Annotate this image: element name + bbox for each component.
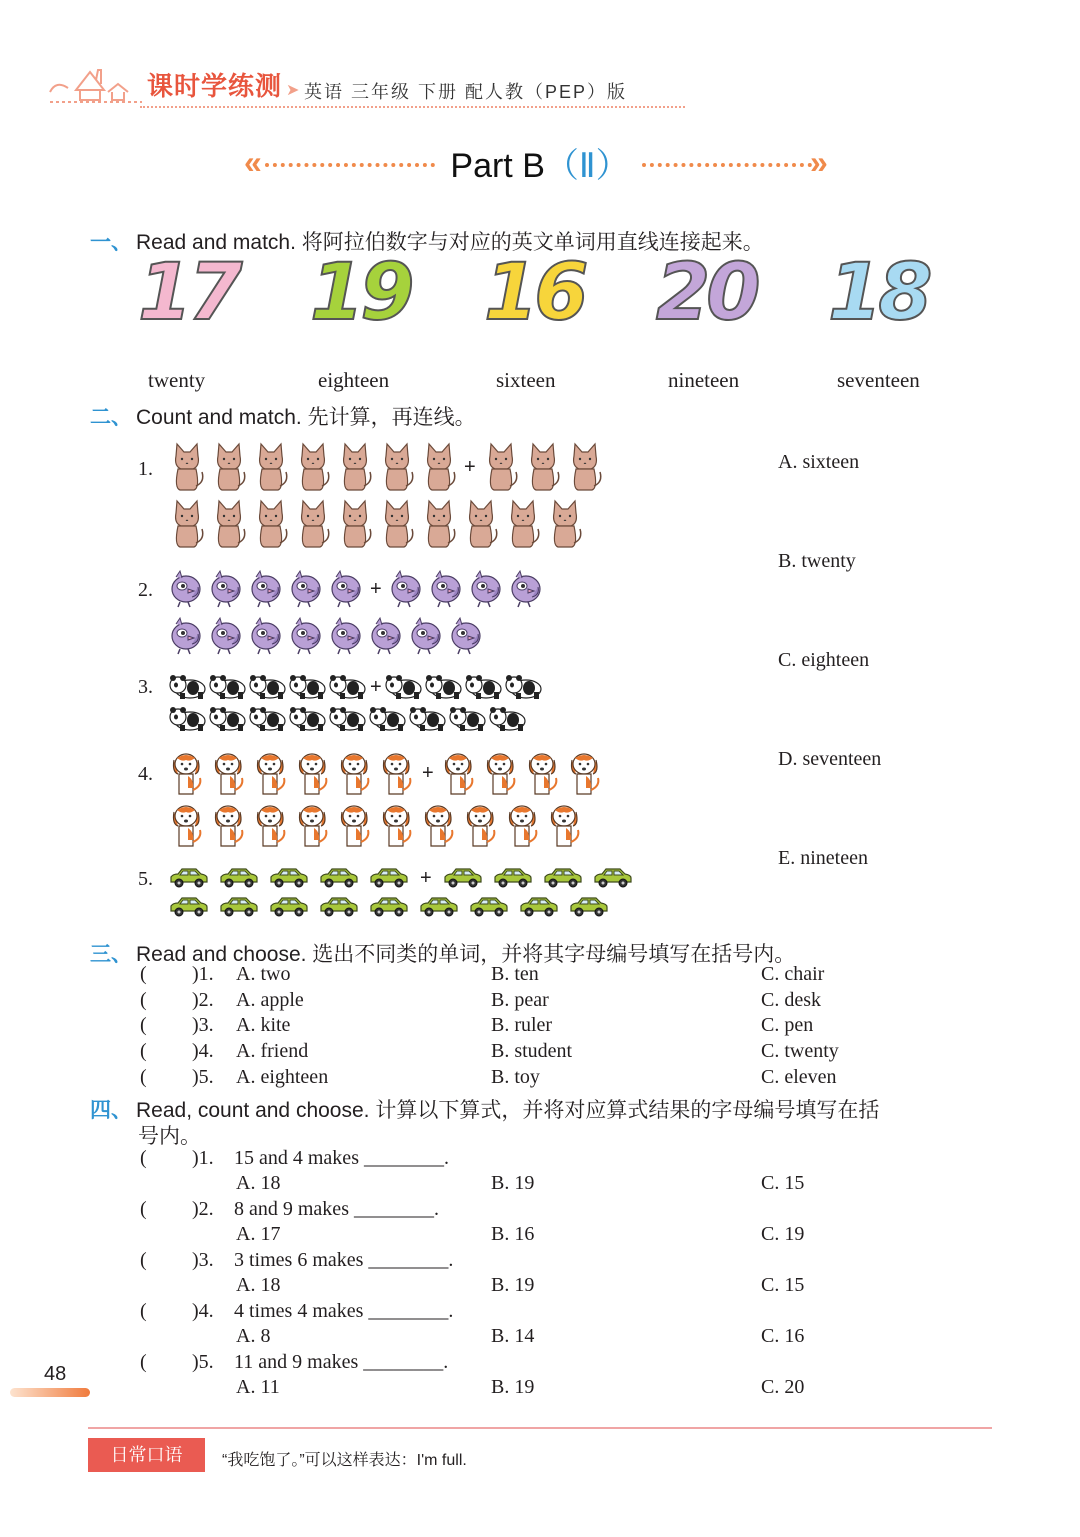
house-logo-icon	[46, 62, 146, 104]
panda-icon	[408, 706, 448, 732]
car-icon	[318, 866, 360, 890]
panda-icon	[328, 706, 368, 732]
number-18: 18	[828, 248, 929, 338]
cat-icon	[504, 499, 542, 549]
choice-c: C. 19	[761, 1223, 805, 1245]
answer-paren: (	[140, 1249, 147, 1271]
question-2-2-label: 2.	[138, 579, 153, 601]
cat-icon	[252, 442, 290, 492]
q4-row1	[168, 750, 604, 796]
word-nineteen: nineteen	[668, 368, 740, 392]
choice-a: A. 17	[236, 1223, 281, 1245]
choice-a: A. eighteen	[236, 1066, 329, 1088]
choice-a: A. friend	[236, 1040, 309, 1062]
q3-row1	[168, 674, 544, 700]
panda-icon	[288, 706, 328, 732]
bird-icon	[508, 569, 544, 609]
section-4-title-line2: 号内。	[138, 1125, 201, 1148]
cat-icon	[168, 442, 206, 492]
cat-icon	[294, 442, 332, 492]
cat-icon	[566, 442, 604, 492]
car-icon	[368, 895, 410, 919]
dog-icon	[462, 802, 500, 848]
cat-icon	[336, 442, 374, 492]
panda-icon	[248, 706, 288, 732]
answer-paren: (	[140, 963, 147, 985]
car-icon	[168, 866, 210, 890]
section-2-number: 二、	[90, 406, 132, 429]
daily-phrase-tag: 日常口语	[88, 1438, 205, 1472]
choice-c: C. twenty	[761, 1040, 839, 1062]
dog-icon	[440, 750, 478, 796]
dog-icon	[482, 750, 520, 796]
answer-paren: (	[140, 989, 147, 1011]
car-icon	[268, 866, 310, 890]
section-4-number: 四、	[90, 1099, 132, 1122]
question-text: 4 times 4 makes ________.	[234, 1300, 454, 1322]
dog-icon	[336, 750, 374, 796]
double-chevron-right-icon: »	[810, 144, 828, 180]
bird-icon	[448, 616, 484, 656]
q4-row2	[168, 802, 584, 848]
cat-icon	[378, 442, 416, 492]
panda-icon	[464, 674, 504, 700]
header-divider	[140, 106, 685, 108]
dog-icon	[566, 750, 604, 796]
item-number: )3.	[192, 1249, 214, 1271]
choice-b: B. toy	[491, 1066, 540, 1088]
choice-b: B. pear	[491, 989, 549, 1011]
question-2-1-label: 1.	[138, 458, 153, 480]
q3-row2	[168, 706, 528, 732]
item-number: )4.	[192, 1300, 214, 1322]
part-title-roman: （Ⅱ）	[544, 147, 630, 185]
panda-icon	[168, 674, 208, 700]
car-icon	[468, 895, 510, 919]
plus-sign: +	[420, 866, 432, 889]
choice-a: A. 18	[236, 1274, 281, 1296]
choice-c: C. 15	[761, 1274, 805, 1296]
answer-paren: (	[140, 1198, 147, 1220]
number-17: 17	[138, 248, 239, 338]
cat-icon	[378, 499, 416, 549]
answer-paren: (	[140, 1351, 147, 1373]
question-text: 3 times 6 makes ________.	[234, 1249, 454, 1271]
section-2-title: Count and match. 先计算，再连线。	[136, 406, 476, 429]
choice-b: B. 19	[491, 1172, 535, 1194]
bird-icon	[248, 569, 284, 609]
number-19: 19	[310, 248, 411, 338]
page-number-bar	[10, 1388, 90, 1397]
bird-icon	[168, 569, 204, 609]
car-icon	[442, 866, 484, 890]
panda-icon	[328, 674, 368, 700]
dog-icon	[168, 802, 206, 848]
question-text: 15 and 4 makes ________.	[234, 1147, 449, 1169]
car-icon	[568, 895, 610, 919]
word-twenty: twenty	[148, 368, 206, 392]
word-seventeen: seventeen	[837, 368, 920, 392]
section-4-heading	[90, 1094, 879, 1124]
word-eighteen: eighteen	[318, 368, 390, 392]
question-text: 11 and 9 makes ________.	[234, 1351, 449, 1373]
page-title	[0, 138, 1080, 187]
choice-b: B. ten	[491, 963, 539, 985]
q2-row2	[168, 616, 484, 656]
panda-icon	[288, 674, 328, 700]
choice-b: B. ruler	[491, 1014, 553, 1036]
dog-icon	[294, 802, 332, 848]
panda-icon	[424, 674, 464, 700]
dog-icon	[546, 802, 584, 848]
cat-icon	[420, 499, 458, 549]
panda-icon	[368, 706, 408, 732]
car-icon	[318, 895, 360, 919]
choice-b: B. 16	[491, 1223, 535, 1245]
car-icon	[518, 895, 560, 919]
choice-c: C. eleven	[761, 1066, 837, 1088]
dog-icon	[524, 750, 562, 796]
section-2-heading	[90, 401, 476, 431]
car-icon	[368, 866, 410, 890]
choice-c: C. pen	[761, 1014, 814, 1036]
panda-icon	[248, 674, 288, 700]
bird-icon	[328, 616, 364, 656]
option-d-seventeen: D. seventeen	[778, 748, 882, 770]
choice-c: C. desk	[761, 989, 821, 1011]
choice-a: A. 8	[236, 1325, 271, 1347]
panda-icon	[504, 674, 544, 700]
car-icon	[168, 895, 210, 919]
daily-phrase-tip: “我吃饱了。”可以这样表达：I'm full.	[222, 1452, 467, 1469]
q5-row2	[168, 895, 610, 919]
choice-c: C. 20	[761, 1376, 805, 1398]
bird-icon	[368, 616, 404, 656]
plus-sign: +	[370, 675, 382, 698]
bird-icon	[168, 616, 204, 656]
car-icon	[268, 895, 310, 919]
question-2-5-label: 5.	[138, 868, 153, 890]
plus-sign: +	[422, 761, 434, 784]
cat-icon	[482, 442, 520, 492]
answer-paren: (	[140, 1066, 147, 1088]
cat-icon	[546, 499, 584, 549]
option-c-eighteen: C. eighteen	[778, 649, 870, 671]
option-e-nineteen: E. nineteen	[778, 847, 868, 869]
panda-icon	[488, 706, 528, 732]
bird-icon	[408, 616, 444, 656]
dog-icon	[420, 802, 458, 848]
bird-icon	[428, 569, 464, 609]
choice-b: B. 14	[491, 1325, 535, 1347]
cat-icon	[168, 499, 206, 549]
choice-b: B. student	[491, 1040, 573, 1062]
word-sixteen: sixteen	[496, 368, 556, 392]
dog-icon	[252, 802, 290, 848]
panda-icon	[384, 674, 424, 700]
q1-row2	[168, 499, 584, 549]
choice-b: B. 19	[491, 1274, 535, 1296]
item-number: )4.	[192, 1040, 214, 1062]
brand-title: 课时学练测	[147, 71, 283, 101]
q2-row1	[168, 569, 544, 609]
q5-row1	[168, 866, 634, 890]
arrow-icon: ➤	[286, 82, 300, 99]
answer-paren: (	[140, 1147, 147, 1169]
bird-icon	[208, 616, 244, 656]
choice-a: A. kite	[236, 1014, 291, 1036]
choice-c: C. 15	[761, 1172, 805, 1194]
bird-icon	[288, 569, 324, 609]
bird-icon	[208, 569, 244, 609]
panda-icon	[168, 706, 208, 732]
panda-icon	[208, 674, 248, 700]
bird-icon	[388, 569, 424, 609]
item-number: )5.	[192, 1066, 214, 1088]
car-icon	[542, 866, 584, 890]
answer-paren: (	[140, 1040, 147, 1062]
panda-icon	[448, 706, 488, 732]
section-4-title-line1: Read, count and choose. 计算以下算式，并将对应算式结果的字母编号填写在括	[136, 1099, 880, 1122]
answer-paren: (	[140, 1300, 147, 1322]
car-icon	[418, 895, 460, 919]
section-3-number: 三、	[90, 943, 132, 966]
dog-icon	[294, 750, 332, 796]
option-b-twenty: B. twenty	[778, 550, 856, 572]
car-icon	[492, 866, 534, 890]
dog-icon	[336, 802, 374, 848]
cat-icon	[210, 499, 248, 549]
item-number: )3.	[192, 1014, 214, 1036]
bird-icon	[468, 569, 504, 609]
cat-icon	[524, 442, 562, 492]
number-20: 20	[656, 248, 757, 338]
item-number: )1.	[192, 1147, 214, 1169]
dog-icon	[252, 750, 290, 796]
book-subtitle: 英语 三年级 下册 配人教（PEP）版	[304, 82, 628, 102]
section-1-title: Read and match. 将阿拉伯数字与对应的英文单词用直线连接起来。	[136, 231, 764, 254]
choice-a: A. two	[236, 963, 291, 985]
cat-icon	[252, 499, 290, 549]
car-icon	[218, 866, 260, 890]
question-2-3-label: 3.	[138, 676, 153, 698]
car-icon	[218, 895, 260, 919]
q1-row1	[168, 442, 604, 492]
car-icon	[592, 866, 634, 890]
item-number: )1.	[192, 963, 214, 985]
title-dots-right	[642, 163, 812, 167]
section-3-title: Read and choose. 选出不同类的单词，并将其字母编号填写在括号内。	[136, 943, 796, 966]
dog-icon	[210, 802, 248, 848]
page-number: 48	[44, 1363, 67, 1385]
bird-icon	[288, 616, 324, 656]
dog-icon	[378, 750, 416, 796]
dog-icon	[378, 802, 416, 848]
plus-sign: +	[464, 455, 476, 478]
panda-icon	[208, 706, 248, 732]
double-chevron-left-icon: «	[244, 144, 262, 180]
plus-sign: +	[370, 577, 382, 600]
footer-divider	[88, 1427, 992, 1429]
dog-icon	[504, 802, 542, 848]
cat-icon	[336, 499, 374, 549]
cat-icon	[294, 499, 332, 549]
dog-icon	[210, 750, 248, 796]
item-number: )2.	[192, 1198, 214, 1220]
item-number: )5.	[192, 1351, 214, 1373]
option-a-sixteen: A. sixteen	[778, 451, 860, 473]
cat-icon	[210, 442, 248, 492]
choice-c: C. 16	[761, 1325, 805, 1347]
number-16: 16	[484, 248, 585, 338]
choice-c: C. chair	[761, 963, 825, 985]
cat-icon	[462, 499, 500, 549]
cat-icon	[420, 442, 458, 492]
part-title-text: Part B	[450, 147, 545, 185]
bird-icon	[248, 616, 284, 656]
bird-icon	[328, 569, 364, 609]
choice-a: A. apple	[236, 989, 304, 1011]
question-2-4-label: 4.	[138, 763, 153, 785]
dog-icon	[168, 750, 206, 796]
section-1-number: 一、	[90, 231, 132, 254]
choice-a: A. 11	[236, 1376, 280, 1398]
choice-a: A. 18	[236, 1172, 281, 1194]
item-number: )2.	[192, 989, 214, 1011]
answer-paren: (	[140, 1014, 147, 1036]
question-text: 8 and 9 makes ________.	[234, 1198, 439, 1220]
choice-b: B. 19	[491, 1376, 535, 1398]
